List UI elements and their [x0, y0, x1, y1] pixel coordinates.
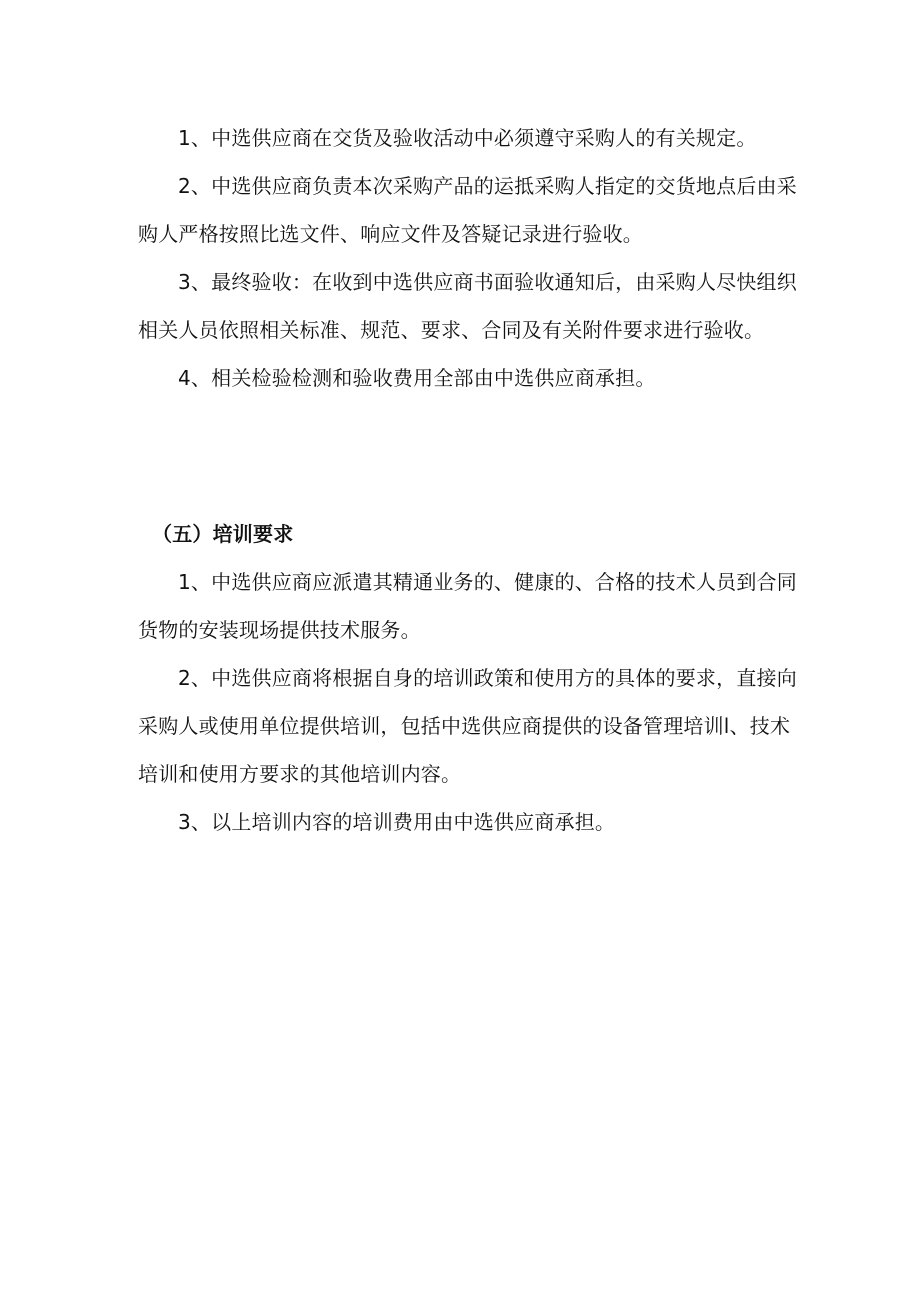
acceptance-item-3: 3、最终验收：在收到中选供应商书面验收通知后，由采购人尽快组织相关人员依照相关标准、规范、要求、合同及有关附件要求进行验收。 [138, 270, 797, 342]
acceptance-item-2: 2、中选供应商负责本次采购产品的运抵采购人指定的交货地点后由采购人严格按照比选文件、响应文件及答疑记录进行验收。 [138, 174, 797, 246]
section-gap [138, 402, 800, 510]
acceptance-item-4: 4、相关检验检测和验收费用全部由中选供应商承担。 [178, 366, 656, 390]
acceptance-item-1: 1、中选供应商在交货及验收活动中必须遵守采购人的有关规定。 [178, 126, 757, 150]
training-heading: （五）培训要求 [152, 522, 294, 546]
document-body [138, 114, 800, 846]
training-item-2: 2、中选供应商将根据自身的培训政策和使用方的具体的要求，直接向采购人或使用单位提供培训，包括中选供应商提供的设备管理培训l、技术培训和使用方要求的其他培训内容。 [138, 666, 797, 786]
training-item-3: 3、以上培训内容的培训费用由中选供应商承担。 [178, 810, 616, 834]
training-item-1: 1、中选供应商应派遣其精通业务的、健康的、合格的技术人员到合同货物的安装现场提供技术服务。 [138, 570, 797, 642]
